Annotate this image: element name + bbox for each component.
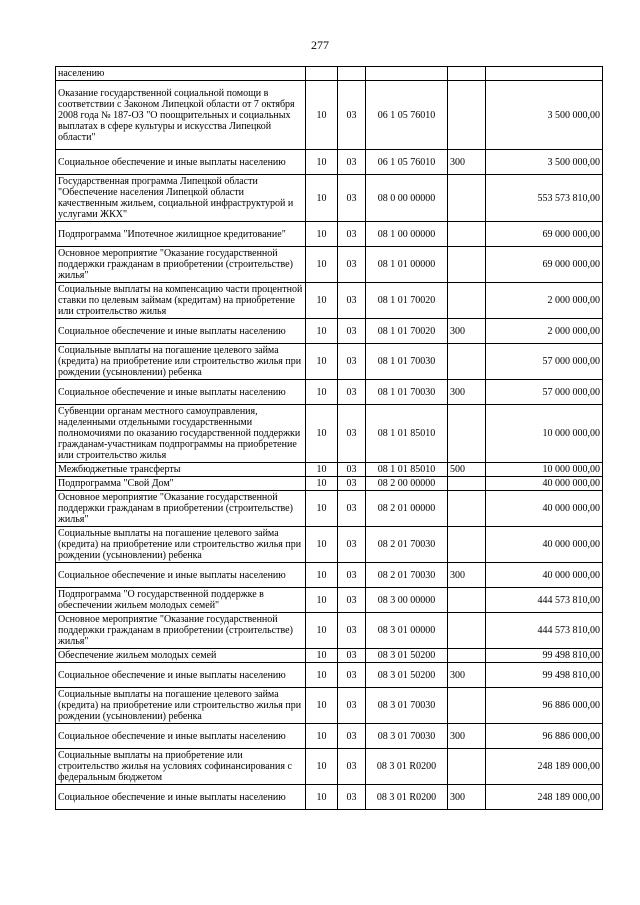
section-code-cell: 10 <box>306 491 338 527</box>
item-name-cell: Социальное обеспечение и иные выплаты населению <box>56 785 306 810</box>
target-article-cell: 08 1 01 85010 <box>366 405 448 463</box>
subsection-code-cell: 03 <box>338 319 366 344</box>
item-name-cell: Основное мероприятие "Оказание государственной поддержки гражданам в приобретении (строительстве) жилья" <box>56 613 306 649</box>
amount-cell: 3 500 000,00 <box>486 81 603 150</box>
target-article-cell: 08 2 01 70030 <box>366 563 448 588</box>
subsection-code-cell: 03 <box>338 688 366 724</box>
expense-type-cell <box>448 613 486 649</box>
amount-cell: 2 000 000,00 <box>486 319 603 344</box>
amount-cell: 248 189 000,00 <box>486 749 603 785</box>
subsection-code-cell: 03 <box>338 463 366 477</box>
table-row <box>56 81 603 150</box>
item-name-cell: Обеспечение жильем молодых семей <box>56 649 306 663</box>
table-row <box>56 785 603 810</box>
amount-cell: 69 000 000,00 <box>486 222 603 247</box>
expense-type-cell <box>448 477 486 491</box>
target-article-cell: 08 2 01 70030 <box>366 527 448 563</box>
amount-cell: 40 000 000,00 <box>486 563 603 588</box>
section-code-cell: 10 <box>306 588 338 613</box>
target-article-cell: 08 1 01 85010 <box>366 463 448 477</box>
item-name-cell: Субвенции органам местного самоуправления, наделенными отдельными государственными полномочиями по оказанию государственной поддержки гражданам-участникам подпрограммы на приобретение или строительство жилья <box>56 405 306 463</box>
subsection-code-cell: 03 <box>338 477 366 491</box>
section-code-cell: 10 <box>306 527 338 563</box>
table-row <box>56 319 603 344</box>
subsection-code-cell: 03 <box>338 150 366 175</box>
section-code-cell: 10 <box>306 380 338 405</box>
amount-cell: 99 498 810,00 <box>486 663 603 688</box>
item-name-cell: Социальные выплаты на погашение целевого займа (кредита) на приобретение или строительство жилья при рождении (усыновлении) ребенка <box>56 527 306 563</box>
item-name-cell: Социальное обеспечение и иные выплаты населению <box>56 319 306 344</box>
expense-type-cell: 300 <box>448 724 486 749</box>
section-code-cell: 10 <box>306 405 338 463</box>
subsection-code-cell: 03 <box>338 749 366 785</box>
subsection-code-cell: 03 <box>338 222 366 247</box>
target-article-cell: 06 1 05 76010 <box>366 81 448 150</box>
table-row <box>56 344 603 380</box>
target-article-cell <box>366 67 448 81</box>
table-row <box>56 477 603 491</box>
expense-type-cell <box>448 247 486 283</box>
subsection-code-cell: 03 <box>338 613 366 649</box>
table-row <box>56 749 603 785</box>
target-article-cell: 08 3 01 50200 <box>366 649 448 663</box>
target-article-cell: 08 2 01 00000 <box>366 491 448 527</box>
amount-cell: 57 000 000,00 <box>486 380 603 405</box>
table-row <box>56 663 603 688</box>
subsection-code-cell: 03 <box>338 785 366 810</box>
item-name-cell: Социальные выплаты на приобретение или строительство жилья на условиях софинансирования с федеральным бюджетом <box>56 749 306 785</box>
target-article-cell: 08 1 00 00000 <box>366 222 448 247</box>
subsection-code-cell: 03 <box>338 283 366 319</box>
table-row <box>56 463 603 477</box>
budget-table <box>55 66 603 810</box>
expense-type-cell <box>448 81 486 150</box>
subsection-code-cell: 03 <box>338 527 366 563</box>
page-number: 277 <box>311 38 329 52</box>
item-name-cell: Социальные выплаты на погашение целевого займа (кредита) на приобретение или строительство жилья при рождении (усыновлении) ребенка <box>56 688 306 724</box>
section-code-cell: 10 <box>306 175 338 222</box>
table-row <box>56 588 603 613</box>
expense-type-cell: 300 <box>448 380 486 405</box>
item-name-cell: Социальные выплаты на компенсацию части процентной ставки по целевым займам (кредитам) на приобретение или строительство жилья <box>56 283 306 319</box>
subsection-code-cell: 03 <box>338 588 366 613</box>
target-article-cell: 06 1 05 76010 <box>366 150 448 175</box>
amount-cell <box>486 67 603 81</box>
subsection-code-cell: 03 <box>338 663 366 688</box>
amount-cell: 444 573 810,00 <box>486 613 603 649</box>
amount-cell: 10 000 000,00 <box>486 405 603 463</box>
item-name-cell: Социальное обеспечение и иные выплаты населению <box>56 563 306 588</box>
subsection-code-cell: 03 <box>338 175 366 222</box>
expense-type-cell <box>448 491 486 527</box>
target-article-cell: 08 3 01 R0200 <box>366 785 448 810</box>
expense-type-cell <box>448 749 486 785</box>
section-code-cell: 10 <box>306 688 338 724</box>
item-name-cell: Государственная программа Липецкой области "Обеспечение населения Липецкой области качественным жильем, социальной инфраструктурой и услугами ЖКХ" <box>56 175 306 222</box>
section-code-cell: 10 <box>306 613 338 649</box>
section-code-cell: 10 <box>306 649 338 663</box>
table-row <box>56 380 603 405</box>
amount-cell: 96 886 000,00 <box>486 688 603 724</box>
amount-cell: 40 000 000,00 <box>486 527 603 563</box>
expense-type-cell <box>448 175 486 222</box>
section-code-cell: 10 <box>306 283 338 319</box>
section-code-cell: 10 <box>306 81 338 150</box>
expense-type-cell: 300 <box>448 319 486 344</box>
target-article-cell: 08 3 00 00000 <box>366 588 448 613</box>
section-code-cell: 10 <box>306 150 338 175</box>
item-name-cell: Подпрограмма "О государственной поддержке в обеспечении жильем молодых семей" <box>56 588 306 613</box>
item-name-cell: Основное мероприятие "Оказание государственной поддержки гражданам в приобретении (строительстве) жилья" <box>56 491 306 527</box>
target-article-cell: 08 1 01 70020 <box>366 283 448 319</box>
expense-type-cell <box>448 344 486 380</box>
expense-type-cell <box>448 649 486 663</box>
amount-cell: 444 573 810,00 <box>486 588 603 613</box>
target-article-cell: 08 3 01 70030 <box>366 688 448 724</box>
amount-cell: 10 000 000,00 <box>486 463 603 477</box>
section-code-cell <box>306 67 338 81</box>
section-code-cell: 10 <box>306 749 338 785</box>
section-code-cell: 10 <box>306 563 338 588</box>
amount-cell: 553 573 810,00 <box>486 175 603 222</box>
section-code-cell: 10 <box>306 663 338 688</box>
item-name-cell: Межбюджетные трансферты <box>56 463 306 477</box>
amount-cell: 69 000 000,00 <box>486 247 603 283</box>
table-row <box>56 491 603 527</box>
amount-cell: 99 498 810,00 <box>486 649 603 663</box>
expense-type-cell: 500 <box>448 463 486 477</box>
item-name-cell: Оказание государственной социальной помощи в соответствии с Законом Липецкой области от 7 октября 2008 года № 187-ОЗ "О поощрительных и социальных выплатах в сфере культуры и искусства Липецкой области" <box>56 81 306 150</box>
subsection-code-cell <box>338 67 366 81</box>
subsection-code-cell: 03 <box>338 247 366 283</box>
item-name-cell: населению <box>56 67 306 81</box>
amount-cell: 3 500 000,00 <box>486 150 603 175</box>
section-code-cell: 10 <box>306 477 338 491</box>
item-name-cell: Подпрограмма "Свой Дом" <box>56 477 306 491</box>
table-row <box>56 222 603 247</box>
expense-type-cell <box>448 527 486 563</box>
expense-type-cell <box>448 283 486 319</box>
table-row <box>56 563 603 588</box>
expense-type-cell <box>448 688 486 724</box>
expense-type-cell <box>448 222 486 247</box>
subsection-code-cell: 03 <box>338 649 366 663</box>
table-row <box>56 649 603 663</box>
item-name-cell: Социальное обеспечение и иные выплаты населению <box>56 724 306 749</box>
table-row <box>56 405 603 463</box>
subsection-code-cell: 03 <box>338 344 366 380</box>
target-article-cell: 08 3 01 00000 <box>366 613 448 649</box>
amount-cell: 96 886 000,00 <box>486 724 603 749</box>
item-name-cell: Основное мероприятие "Оказание государственной поддержки гражданам в приобретении (строительстве) жилья" <box>56 247 306 283</box>
item-name-cell: Социальные выплаты на погашение целевого займа (кредита) на приобретение или строительство жилья при рождении (усыновлении) ребенка <box>56 344 306 380</box>
expense-type-cell: 300 <box>448 785 486 810</box>
target-article-cell: 08 3 01 50200 <box>366 663 448 688</box>
amount-cell: 57 000 000,00 <box>486 344 603 380</box>
amount-cell: 248 189 000,00 <box>486 785 603 810</box>
target-article-cell: 08 1 01 00000 <box>366 247 448 283</box>
expense-type-cell: 300 <box>448 663 486 688</box>
section-code-cell: 10 <box>306 724 338 749</box>
table-row <box>56 67 603 81</box>
amount-cell: 40 000 000,00 <box>486 477 603 491</box>
table-row <box>56 247 603 283</box>
target-article-cell: 08 3 01 70030 <box>366 724 448 749</box>
expense-type-cell <box>448 405 486 463</box>
item-name-cell: Социальное обеспечение и иные выплаты населению <box>56 663 306 688</box>
subsection-code-cell: 03 <box>338 81 366 150</box>
item-name-cell: Подпрограмма "Ипотечное жилищное кредитование" <box>56 222 306 247</box>
target-article-cell: 08 3 01 R0200 <box>366 749 448 785</box>
table-row <box>56 613 603 649</box>
section-code-cell: 10 <box>306 319 338 344</box>
target-article-cell: 08 2 00 00000 <box>366 477 448 491</box>
expense-type-cell <box>448 67 486 81</box>
expense-type-cell: 300 <box>448 150 486 175</box>
section-code-cell: 10 <box>306 222 338 247</box>
target-article-cell: 08 1 01 70030 <box>366 380 448 405</box>
section-code-cell: 10 <box>306 785 338 810</box>
section-code-cell: 10 <box>306 463 338 477</box>
subsection-code-cell: 03 <box>338 380 366 405</box>
table-row <box>56 150 603 175</box>
target-article-cell: 08 1 01 70030 <box>366 344 448 380</box>
subsection-code-cell: 03 <box>338 491 366 527</box>
expense-type-cell: 300 <box>448 563 486 588</box>
subsection-code-cell: 03 <box>338 724 366 749</box>
target-article-cell: 08 0 00 00000 <box>366 175 448 222</box>
item-name-cell: Социальное обеспечение и иные выплаты населению <box>56 380 306 405</box>
item-name-cell: Социальное обеспечение и иные выплаты населению <box>56 150 306 175</box>
table-row <box>56 724 603 749</box>
subsection-code-cell: 03 <box>338 405 366 463</box>
amount-cell: 2 000 000,00 <box>486 283 603 319</box>
table-row <box>56 527 603 563</box>
table-row <box>56 175 603 222</box>
table-row <box>56 283 603 319</box>
amount-cell: 40 000 000,00 <box>486 491 603 527</box>
table-row <box>56 688 603 724</box>
expense-type-cell <box>448 588 486 613</box>
section-code-cell: 10 <box>306 247 338 283</box>
section-code-cell: 10 <box>306 344 338 380</box>
budget-table-body <box>56 67 603 810</box>
subsection-code-cell: 03 <box>338 563 366 588</box>
target-article-cell: 08 1 01 70020 <box>366 319 448 344</box>
